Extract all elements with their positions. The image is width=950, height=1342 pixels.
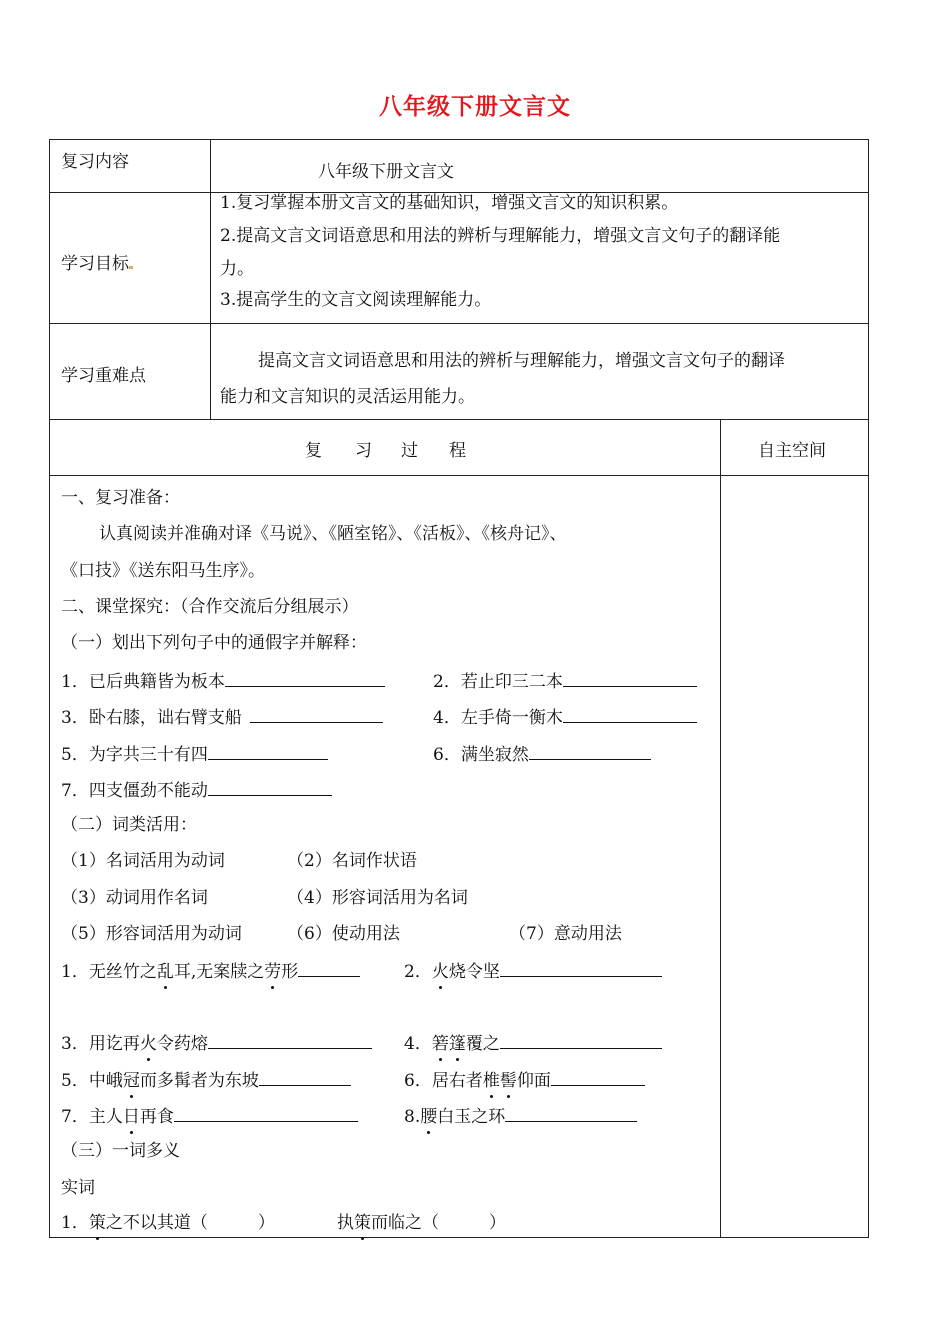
category-5: （5）形容词活用为动词 (61, 924, 242, 944)
section-2-heading: （二）词类活用： (61, 815, 197, 835)
goal-line-3: 3.提高学生的文言文阅读理解能力。 (220, 290, 492, 310)
process-header-char-2: 习 (355, 441, 372, 461)
process-header-char-1: 复 (305, 441, 322, 461)
section-3-heading: （三）一词多义 (61, 1141, 180, 1161)
tongjia-item-4: 4．左手倚一衡木 (433, 708, 697, 727)
category-3: （3）动词用作名词 (61, 888, 208, 908)
tongjia-item-3: 3．卧右膝，诎右臂支船 (61, 708, 383, 727)
category-6: （6）使动用法 (287, 924, 400, 944)
answer-blank[interactable] (259, 1071, 351, 1086)
prep-text-2: 《口技》《送东阳马生序》。 (61, 561, 265, 581)
review-content-label: 复习内容 (61, 152, 129, 172)
edit-mark (129, 266, 133, 269)
table-row-divider (49, 323, 869, 324)
huoyong-item-7: 7．主人日再食 (61, 1107, 358, 1126)
table-border-bottom (49, 1237, 869, 1238)
huoyong-item-1: 1．无丝竹之乱耳,无案牍之劳形 (61, 962, 360, 981)
answer-blank[interactable] (529, 745, 651, 760)
answer-blank[interactable] (208, 781, 332, 796)
goal-line-1: 1.复习掌握本册文言文的基础知识，增强文言文的知识积累。 (220, 193, 679, 213)
answer-blank[interactable] (551, 1071, 645, 1086)
tongjia-item-5: 5．为字共三十有四 (61, 745, 328, 764)
answer-blank[interactable] (500, 1034, 662, 1049)
huoyong-item-5: 5．中峨冠而多髯者为东坡 (61, 1071, 351, 1090)
section-1-heading: （一）划出下列句子中的通假字并解释： (61, 633, 367, 653)
prep-text-1: 认真阅读并准确对译《马说》、《陋室铭》、《活板》、《核舟记》、 (99, 524, 567, 544)
explore-heading: 二、课堂探究：（合作交流后分组展示） (61, 597, 359, 617)
table-border-top (49, 139, 869, 140)
key-points-label: 学习重难点 (61, 366, 146, 386)
answer-blank[interactable] (563, 672, 697, 687)
tongjia-item-2: 2．若止印三二本 (433, 672, 697, 691)
table-row-divider (49, 419, 869, 420)
huoyong-item-3: 3．用讫再火令药熔 (61, 1034, 372, 1053)
process-header-char-4: 程 (449, 441, 466, 461)
huoyong-item-6: 6．居右者椎髻仰面 (404, 1071, 645, 1090)
tongjia-item-1: 1．已后典籍皆为板本 (61, 672, 385, 691)
space-column-divider (720, 419, 721, 1238)
duoyi-item-2: 执策而临之（ ） (337, 1213, 506, 1233)
answer-blank[interactable] (208, 1034, 372, 1049)
answer-blank[interactable] (174, 1107, 358, 1122)
huoyong-item-4: 4．箬篷覆之 (404, 1034, 662, 1053)
answer-blank[interactable] (250, 708, 383, 723)
key-points-line-2: 能力和文言知识的灵活运用能力。 (220, 387, 475, 407)
answer-blank[interactable] (208, 745, 328, 760)
table-border-right (868, 139, 869, 1238)
key-points-line-1: 提高文言文词语意思和用法的辨析与理解能力，增强文言文句子的翻译 (258, 351, 785, 371)
answer-blank[interactable] (563, 708, 697, 723)
space-header: 自主空间 (758, 441, 826, 461)
process-header-char-3: 过 (401, 441, 418, 461)
goal-line-2: 2.提高文言文词语意思和用法的辨析与理解能力，增强文言文句子的翻译能 (220, 226, 781, 246)
duoyi-item-1: 1．策之不以其道（ ） (61, 1213, 275, 1233)
huoyong-item-8: 8.腰白玉之环 (404, 1107, 637, 1126)
shici-label: 实词 (61, 1178, 95, 1198)
category-1: （1）名词活用为动词 (61, 851, 225, 871)
answer-blank[interactable] (298, 962, 360, 977)
prep-heading: 一、复习准备： (61, 488, 180, 508)
huoyong-item-2: 2．火烧令坚 (404, 962, 662, 981)
table-row-divider (49, 475, 869, 476)
category-4: （4）形容词活用为名词 (287, 888, 468, 908)
table-border-left (49, 139, 50, 1238)
tongjia-item-6: 6．满坐寂然 (433, 745, 651, 764)
tongjia-item-7: 7．四支僵劲不能动 (61, 781, 332, 800)
goal-line-2b: 力。 (220, 259, 254, 279)
answer-blank[interactable] (500, 962, 662, 977)
category-2: （2）名词作状语 (287, 851, 417, 871)
review-content-value: 八年级下册文言文 (318, 162, 454, 182)
goals-label: 学习目标 (61, 256, 133, 273)
label-column-divider (210, 139, 211, 420)
document-title: 八年级下册文言文 (379, 94, 571, 120)
answer-blank[interactable] (225, 672, 385, 687)
answer-blank[interactable] (505, 1107, 637, 1122)
category-7: （7）意动用法 (509, 924, 622, 944)
